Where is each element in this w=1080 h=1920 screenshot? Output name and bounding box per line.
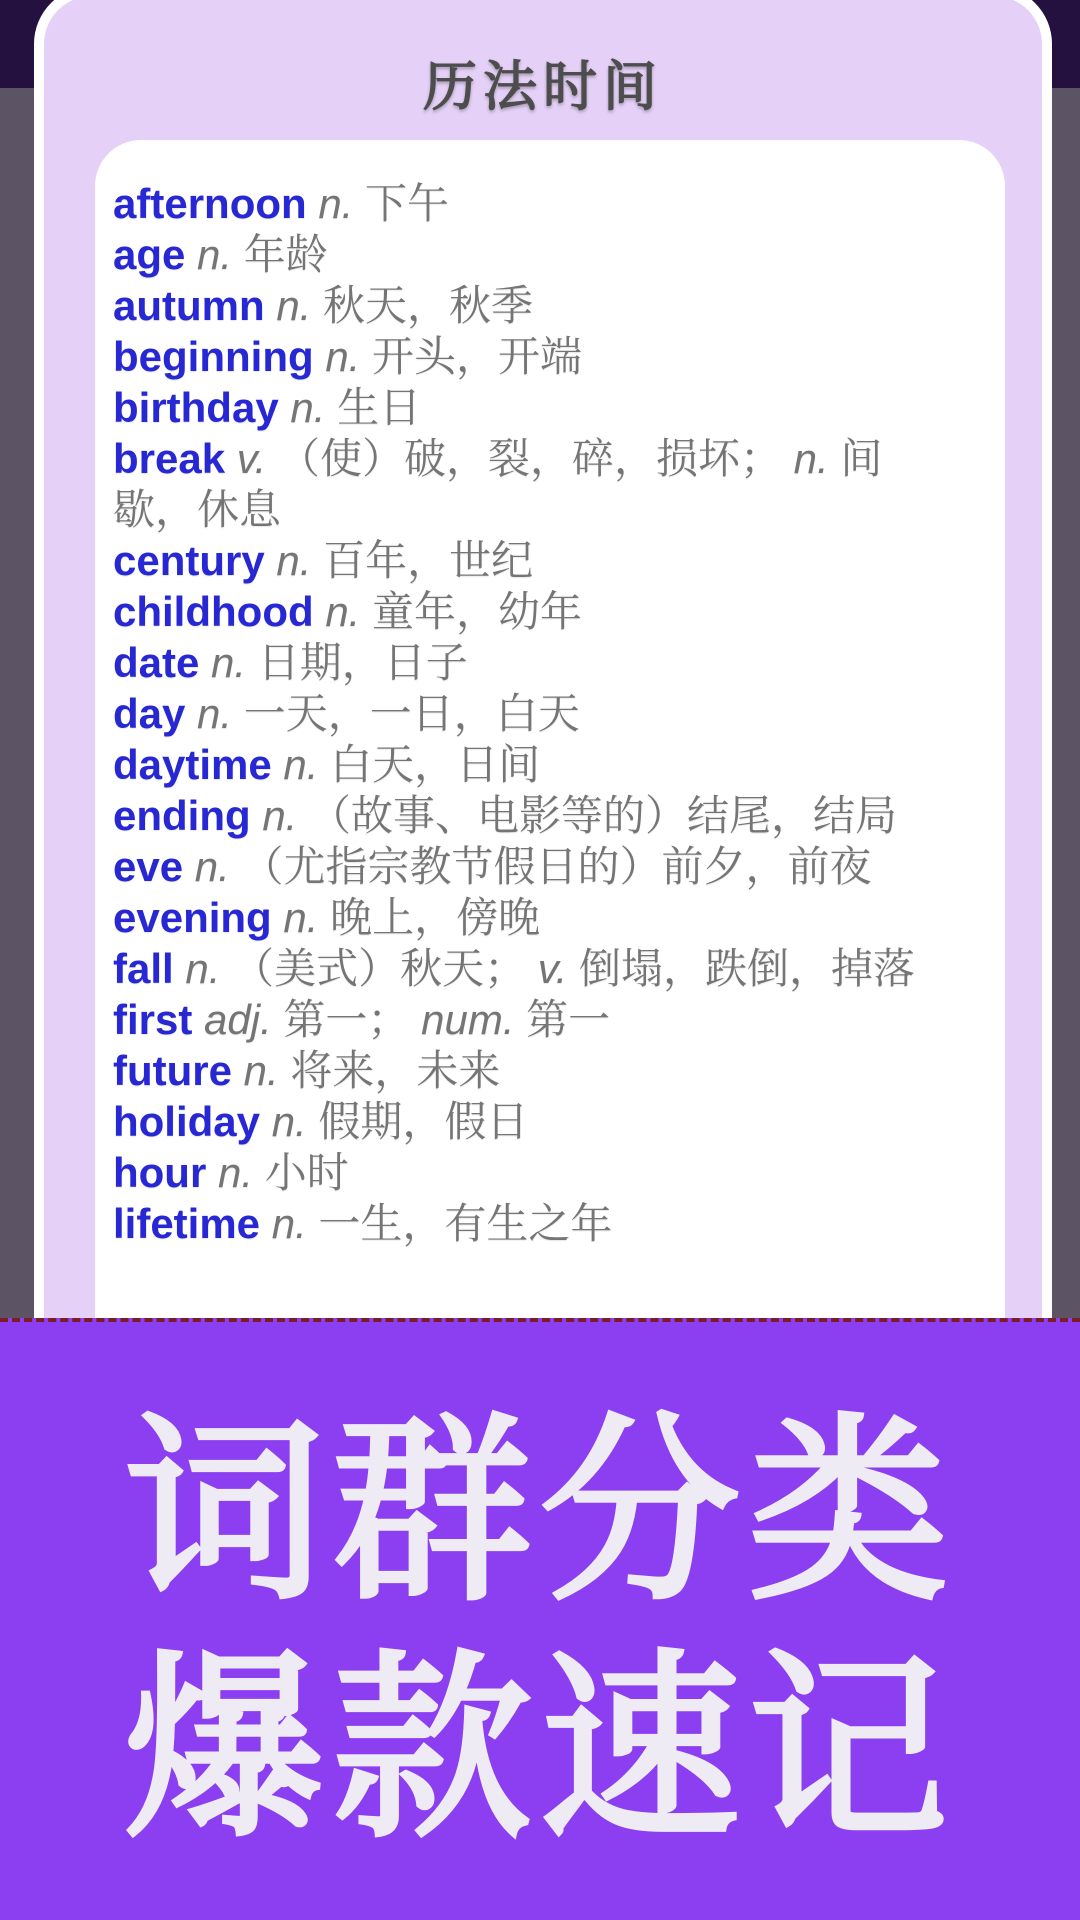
word-entry-def: 间歇，休息 [113,435,883,533]
word-entry-pos: n. [793,435,829,482]
word-entry-def: 年龄 [243,231,328,278]
word-entry-def: 秋天，秋季 [323,282,534,329]
word-entry-pos: n. [271,1200,307,1247]
word-entry-def: 百年，世纪 [323,537,534,584]
word-entry-pos: n. [318,180,354,227]
word-entry-def: 第一 [526,996,611,1043]
word-entry-def: 白天，日间 [330,741,541,788]
word-entry-pos: n. [262,792,298,839]
word-entry-word: beginning [113,333,314,380]
word-entry [113,790,915,841]
word-entry [113,280,915,331]
word-entry-pos: n. [197,690,233,737]
word-entry-word: day [113,690,186,737]
word-entry [113,994,915,1045]
word-entry-pos: n. [194,843,230,890]
word-entry-word: birthday [113,384,279,431]
word-entry-word: evening [113,894,272,941]
promo-banner [0,1318,1080,1920]
word-entry-pos: n. [283,741,319,788]
word-entry-def: 下午 [365,180,450,227]
word-entry-word: childhood [113,588,314,635]
word-entry [113,841,915,892]
word-entry-def: 倒塌，跌倒，掉落 [578,945,915,992]
word-entry-def: （故事、电影等的）结尾，结局 [309,792,898,839]
word-entry-word: autumn [113,282,265,329]
word-entry-pos: n. [243,1047,279,1094]
word-entry-def: 将来，未来 [290,1047,501,1094]
word-entry-pos: n. [325,588,361,635]
word-entry [113,229,915,280]
banner-text-line2: 爆款速记 [123,1638,956,1861]
word-entry-def: 小时 [264,1149,349,1196]
category-title: 历法时间 [423,57,663,117]
word-entry-pos: v. [236,435,267,482]
word-entry-def: 童年，幼年 [372,588,583,635]
word-entry-pos: n. [217,1149,254,1196]
word-entry-pos: v. [537,945,568,992]
word-entry [113,739,915,790]
word-entry-word: date [113,639,200,686]
word-entry-word: holiday [113,1098,261,1145]
word-entry [113,1096,915,1147]
word-entry [113,433,915,535]
word-entry-def: 开头，开端 [372,333,583,380]
word-entry [113,1198,915,1249]
word-entry [113,382,915,433]
word-entry-pos: adj. [204,996,272,1043]
word-entry-word: eve [113,843,184,890]
word-entry [113,892,915,943]
word-entry-def: 第一； [283,996,410,1043]
word-entry-word: ending [113,792,251,839]
word-entry-word: fall [113,945,174,992]
word-entry-word: future [113,1047,232,1094]
word-entry-word: hour [113,1149,207,1196]
word-entry-pos: n. [185,945,221,992]
word-entry-pos: num. [421,996,515,1043]
word-entry-def: （使）破，裂，碎，损坏； [277,435,782,482]
word-entry-pos: n. [271,1098,307,1145]
word-entry-word: lifetime [113,1200,261,1247]
word-entry [113,535,915,586]
word-entry [113,637,915,688]
word-entry-def: 假期，假日 [318,1098,529,1145]
word-entry-word: break [113,435,226,482]
word-entry-pos: n. [276,537,312,584]
word-entry [113,688,915,739]
word-entry-word: first [113,996,193,1043]
word-entry-def: 一生，有生之年 [318,1200,613,1247]
word-entry-def: （美式）秋天； [232,945,527,992]
banner-text-line1: 词群分类 [123,1401,956,1624]
word-entry-word: century [113,537,265,584]
word-entry-word: daytime [113,741,272,788]
word-entry-def: 生日 [337,384,422,431]
word-entry-def: 晚上，傍晚 [330,894,541,941]
word-entry [113,586,915,637]
word-entry [113,1045,915,1096]
word-entry [113,178,915,229]
word-entry-pos: n. [283,894,319,941]
word-entry-pos: n. [276,282,312,329]
word-entry-pos: n. [325,333,361,380]
word-entry-word: age [113,231,186,278]
word-entry [113,943,915,994]
word-entry-def: 一天，一日，白天 [243,690,580,737]
word-entry-pos: n. [211,639,247,686]
word-entry-def: 日期，日子 [257,639,468,686]
word-entry-word: afternoon [113,180,307,227]
word-entry-pos: n. [290,384,326,431]
word-entry-pos: n. [197,231,233,278]
word-list [113,178,915,1249]
word-entry-def: （尤指宗教节假日的）前夕，前夜 [241,843,872,890]
word-entry [113,331,915,382]
word-entry [113,1147,915,1198]
